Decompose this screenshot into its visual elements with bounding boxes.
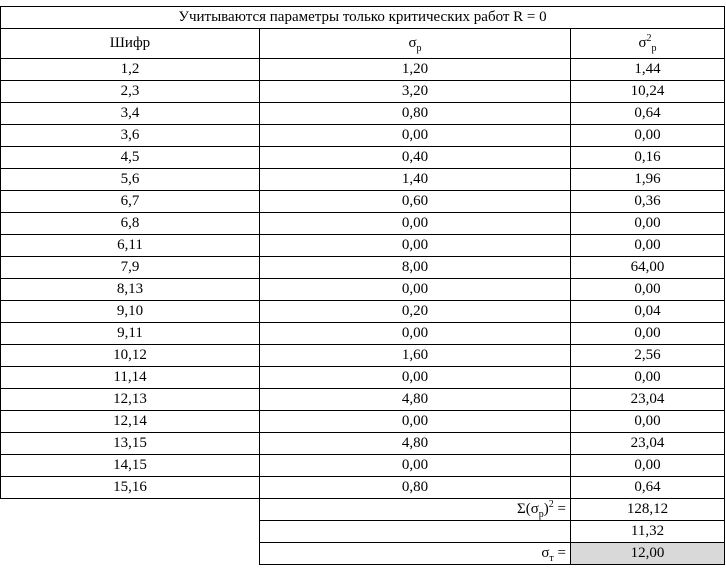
table-row: [1, 455, 725, 477]
table-title: Учитываются параметры только критических работ R = 0: [1, 7, 725, 29]
cell-sigma2: 0,00: [571, 279, 725, 301]
sqrt-value: 11,32: [571, 521, 725, 543]
cell-sigma2: 0,00: [571, 411, 725, 433]
cell-sigma: 0,00: [260, 279, 571, 301]
table-row: [1, 125, 725, 147]
cell-sigma: 0,00: [260, 411, 571, 433]
cell-sigma: 4,80: [260, 433, 571, 455]
cell-code: 9,10: [1, 301, 260, 323]
table-row: [1, 235, 725, 257]
table-row: [1, 345, 725, 367]
cell-sigma: 0,00: [260, 367, 571, 389]
cell-sigma2: 0,00: [571, 455, 725, 477]
sigma-t-value: 12,00: [571, 543, 725, 565]
table-row: [1, 257, 725, 279]
cell-sigma: 4,80: [260, 389, 571, 411]
cell-sigma2: 0,00: [571, 323, 725, 345]
blank-cell: [1, 499, 260, 521]
sigma-t-row: [1, 543, 725, 565]
table-row: [1, 103, 725, 125]
cell-code: 5,6: [1, 169, 260, 191]
cell-sigma: 1,20: [260, 59, 571, 81]
cell-sigma2: 0,00: [571, 125, 725, 147]
table-row: [1, 411, 725, 433]
table-row: [1, 81, 725, 103]
cell-sigma: 0,20: [260, 301, 571, 323]
table-row: [1, 477, 725, 499]
header-sigma-squared: $\sigma^2_р$: [571, 29, 725, 59]
cell-code: 14,15: [1, 455, 260, 477]
sqrt-label: [260, 521, 571, 543]
table-row: [1, 147, 725, 169]
cell-code: 13,15: [1, 433, 260, 455]
cell-sigma2: 2,56: [571, 345, 725, 367]
table-row: [1, 191, 725, 213]
cell-sigma2: 0,00: [571, 235, 725, 257]
cell-sigma: 0,00: [260, 125, 571, 147]
cell-code: 2,3: [1, 81, 260, 103]
cell-sigma: 1,60: [260, 345, 571, 367]
sum-row: [1, 499, 725, 521]
title-row: [1, 7, 725, 29]
cell-code: 12,14: [1, 411, 260, 433]
cell-sigma2: 23,04: [571, 389, 725, 411]
cell-code: 3,4: [1, 103, 260, 125]
cell-sigma: 0,80: [260, 103, 571, 125]
cell-sigma: 0,00: [260, 455, 571, 477]
blank-cell: [1, 543, 260, 565]
sum-value: 128,12: [571, 499, 725, 521]
table-row: [1, 389, 725, 411]
cell-code: 15,16: [1, 477, 260, 499]
sigma-t-label: $\sigma_т$ =: [260, 543, 571, 565]
sqrt-row: [1, 521, 725, 543]
cell-code: 12,13: [1, 389, 260, 411]
table-row: [1, 213, 725, 235]
cell-code: 4,5: [1, 147, 260, 169]
cell-code: 3,6: [1, 125, 260, 147]
cell-sigma: 3,20: [260, 81, 571, 103]
cell-code: 6,7: [1, 191, 260, 213]
table-row: [1, 59, 725, 81]
cell-sigma2: 64,00: [571, 257, 725, 279]
cell-sigma2: 0,04: [571, 301, 725, 323]
header-sigma: $\sigma_р$: [260, 29, 571, 59]
cell-code: 1,2: [1, 59, 260, 81]
table-row: [1, 279, 725, 301]
cell-code: 6,8: [1, 213, 260, 235]
cell-code: 11,14: [1, 367, 260, 389]
cell-sigma: 1,40: [260, 169, 571, 191]
cell-sigma: 0,00: [260, 235, 571, 257]
cell-sigma2: 23,04: [571, 433, 725, 455]
cell-sigma2: 0,64: [571, 477, 725, 499]
table-row: [1, 433, 725, 455]
cell-sigma2: 10,24: [571, 81, 725, 103]
cell-sigma: 0,60: [260, 191, 571, 213]
table-body: [1, 59, 725, 499]
cell-sigma2: 0,00: [571, 213, 725, 235]
header-code: Шифр: [1, 29, 260, 59]
critical-works-table: [0, 6, 725, 565]
cell-sigma2: 1,44: [571, 59, 725, 81]
table-row: [1, 169, 725, 191]
cell-sigma2: 0,36: [571, 191, 725, 213]
cell-sigma: 0,40: [260, 147, 571, 169]
header-row: [1, 29, 725, 59]
cell-sigma2: 0,16: [571, 147, 725, 169]
cell-code: 9,11: [1, 323, 260, 345]
cell-code: 10,12: [1, 345, 260, 367]
table-row: [1, 323, 725, 345]
cell-sigma: 0,00: [260, 213, 571, 235]
cell-code: 7,9: [1, 257, 260, 279]
table-row: [1, 367, 725, 389]
sum-label: $\Sigma(\sigma_р)^2$ =: [260, 499, 571, 521]
cell-sigma: 0,00: [260, 323, 571, 345]
cell-sigma2: 0,00: [571, 367, 725, 389]
cell-sigma2: 0,64: [571, 103, 725, 125]
cell-sigma2: 1,96: [571, 169, 725, 191]
blank-cell: [1, 521, 260, 543]
cell-code: 6,11: [1, 235, 260, 257]
table-row: [1, 301, 725, 323]
cell-sigma: 0,80: [260, 477, 571, 499]
cell-code: 8,13: [1, 279, 260, 301]
cell-sigma: 8,00: [260, 257, 571, 279]
